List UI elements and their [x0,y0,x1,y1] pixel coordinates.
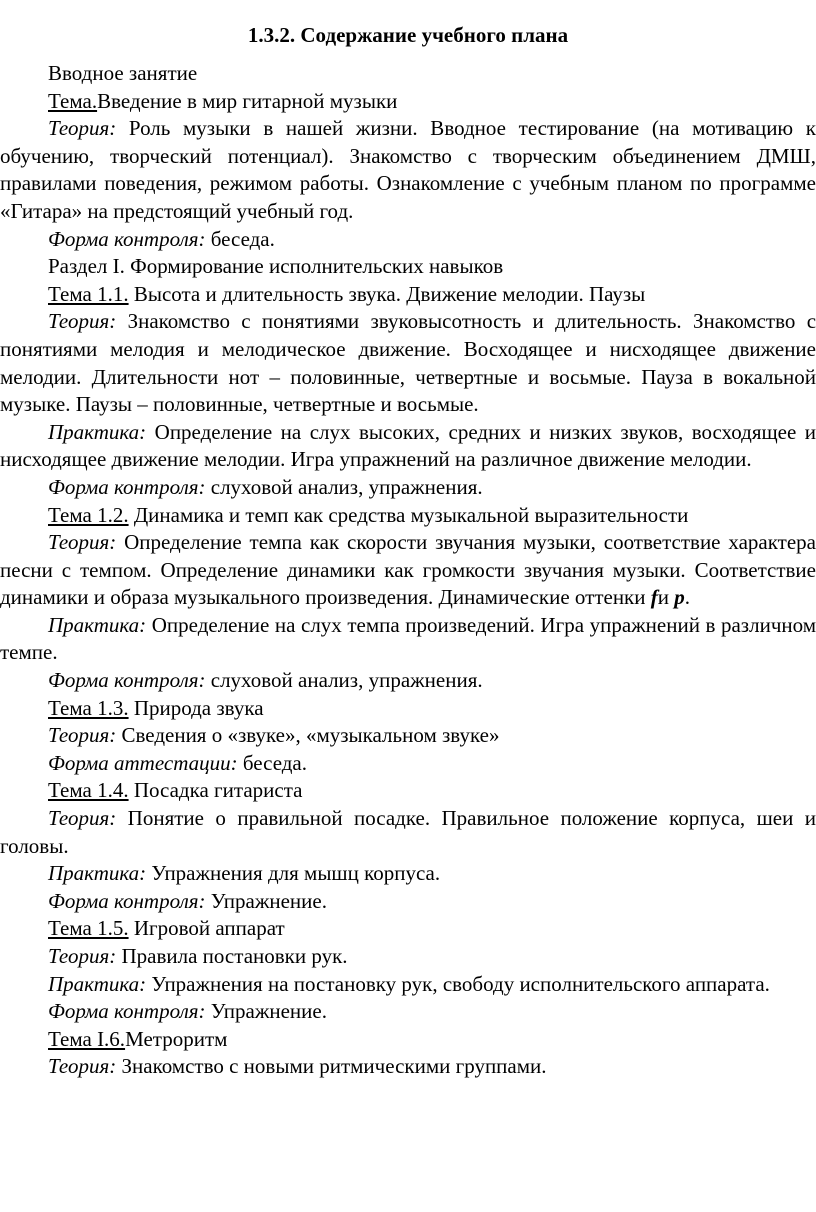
theory-text: Определение темпа как скорости звучания музыки, соответствие характера песни с темпом. Определение динамики как громкости звучания музыки. Соответствие динамики и образа музыкального произведения. Динамические оттенки [0,530,816,610]
topic-1-1-theory [0,308,816,418]
topic-1-1-control [0,474,816,502]
topic-1-3-theory [0,722,816,750]
theory-text: Роль музыки в нашей жизни. Вводное тестирование (на мотивацию к обучению, творческий потенциал). Знакомство с творческим объединением ДМШ, правилами поведения, режимом работы. Ознакомление с учебным планом по программе «Гитара» на предстоящий учебный год. [0,116,816,223]
practice-text: Определение на слух высоких, средних и низких звуков, восходящее и нисходящее движение мелодии. Игра упражнений на различное движение мелодии. [0,419,816,472]
topic-1-4-practice [0,860,816,888]
practice-text: Определение на слух темпа произведений. Игра упражнений в различном темпе. [0,612,816,665]
dynamic-f: f [650,585,658,610]
control-label: Форма контроля: [48,474,206,499]
section-title-text: Раздел I. Формирование исполнительских навыков [48,254,504,279]
topic-1-2-theory [0,529,816,612]
theory-label: Теория: [48,723,117,748]
topic-title: Посадка гитариста [133,778,303,803]
topic-title: Игровой аппарат [133,916,285,941]
topic-1-1 [0,281,816,309]
intro-control [0,226,816,254]
intro-label [0,60,816,88]
theory-text: Понятие о правильной посадке. Правильное положение корпуса, шеи и головы. [0,806,816,858]
attest-text: беседа. [242,750,307,775]
practice-label: Практика: [48,971,147,996]
theory-text: Сведения о «звуке», «музыкальном звуке» [121,723,500,748]
topic-prefix: Тема 1.3. [48,695,129,720]
control-label: Форма контроля: [48,226,206,251]
topic-1-5-control [0,998,816,1026]
topic-1-5-theory [0,943,816,971]
practice-text: Упражнения на постановку рук, свободу исполнительского аппарата. [151,971,770,996]
page-title: 1.3.2. Содержание учебного плана [247,23,569,47]
control-text: Упражнение. [210,999,327,1024]
topic-1-4 [0,777,816,805]
theory-text: Знакомство с новыми ритмическими группами. [121,1054,547,1079]
topic-1-5-practice [0,971,816,999]
theory-label: Теория: [48,530,117,555]
topic-title: Природа звука [133,695,264,720]
control-text: слуховой анализ, упражнения. [210,668,483,693]
theory-label: Теория: [48,944,117,968]
topic-prefix: Тема 1.4. [48,778,129,803]
topic-prefix: Тема 1.1. [48,281,129,306]
topic-prefix: Тема. [48,88,98,113]
topic-prefix: Тема 1.2. [48,502,129,527]
practice-label: Практика: [48,419,147,444]
topic-1-1-practice [0,419,816,474]
topic-title: Метроритм [125,1026,228,1051]
theory-label: Теория: [48,1054,117,1079]
dynamic-p: p [674,585,685,610]
topic-1-6-theory [0,1053,816,1081]
topic-1-2-practice [0,612,816,667]
topic-1-4-theory [0,805,816,860]
theory-text: Знакомство с понятиями звуковысотность и длительность. Знакомство с понятиями мелодия и мелодическое движение. Восходящее и нисходящее движение мелодии. Длительности нот – половинные, четвертные и восьмые. Пауза в вокальной музыке. Паузы – половинные, четвертные и восьмые. [0,309,816,417]
control-label: Форма контроля: [48,668,206,693]
topic-1-3-attest [0,750,816,778]
topic-title: Динамика и темп как средства музыкальной выразительности [133,502,689,527]
theory-label: Теория: [48,309,117,334]
intro-label-text: Вводное занятие [48,61,198,85]
topic-1-2 [0,502,816,530]
practice-label: Практика: [48,612,147,637]
topic-1-6 [0,1026,816,1054]
topic-1-4-control [0,888,816,916]
topic-1-3 [0,695,816,723]
control-text: Упражнение. [210,888,327,913]
theory-text: Правила постановки рук. [121,944,348,968]
practice-label: Практика: [48,861,147,886]
period: . [684,585,690,610]
topic-1-5 [0,915,816,943]
control-text: слуховой анализ, упражнения. [210,474,483,499]
control-label: Форма контроля: [48,999,206,1024]
attest-label: Форма аттестации: [48,750,238,775]
topic-title: Введение в мир гитарной музыки [97,88,398,113]
conj-i: и [657,585,675,610]
topic-prefix: Тема I.6. [48,1026,126,1051]
section-title [0,253,816,281]
theory-label: Теория: [48,806,117,831]
topic-prefix: Тема 1.5. [48,916,129,941]
control-label: Форма контроля: [48,888,206,913]
theory-label: Теория: [48,116,117,141]
practice-text: Упражнения для мышц корпуса. [151,861,441,886]
topic-title: Высота и длительность звука. Движение мелодии. Паузы [133,281,646,306]
intro-topic [0,88,816,116]
control-text: беседа. [210,226,275,251]
topic-1-2-control [0,667,816,695]
intro-theory [0,115,816,225]
